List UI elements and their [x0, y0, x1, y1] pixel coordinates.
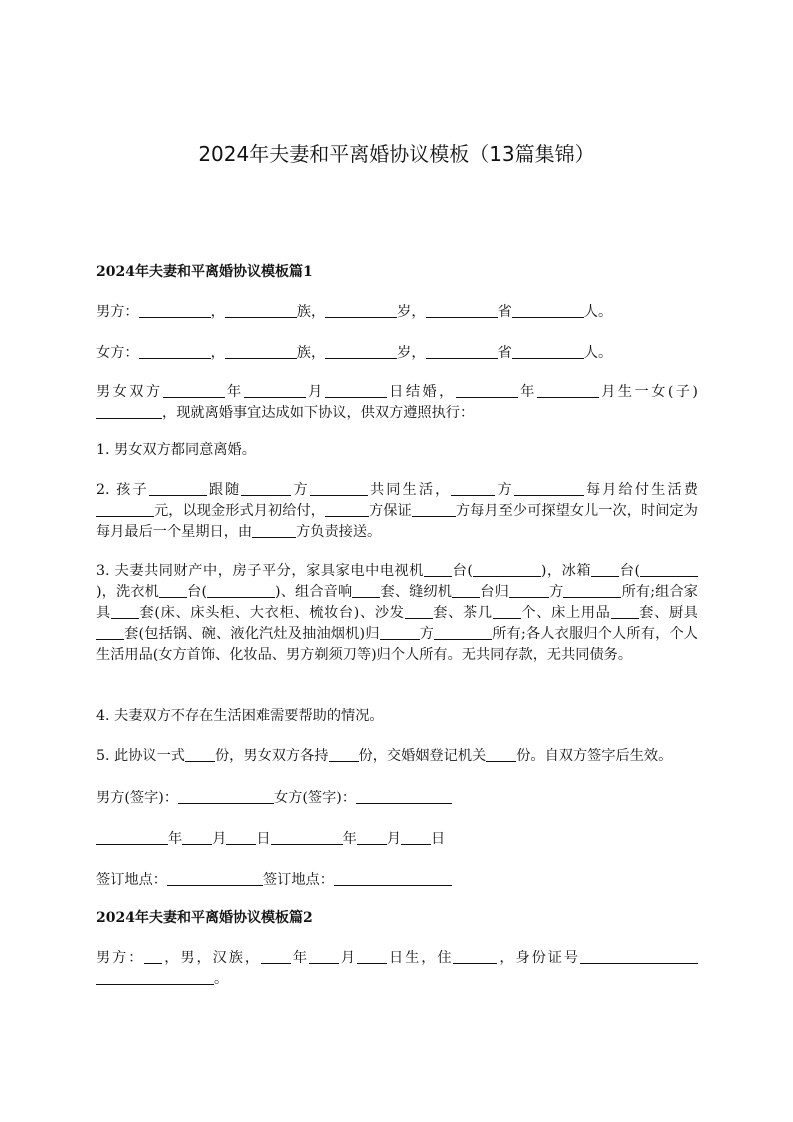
blank-field	[514, 480, 584, 496]
text: 人。	[583, 345, 613, 361]
clause-4: 4. 夫妻双方不存在生活困难需要帮助的情况。	[96, 708, 384, 724]
blank-field	[401, 829, 431, 845]
text: 方每月至少可探望女儿一次，时间定为每月最后一个星期日，由	[96, 503, 698, 540]
blank-field	[473, 561, 541, 577]
blank-field	[512, 302, 584, 318]
blank-field	[452, 582, 480, 598]
blank-field	[96, 829, 168, 845]
text: 方保证	[369, 503, 412, 519]
blank-field	[225, 302, 297, 318]
text: 年	[517, 384, 537, 400]
text: 台(	[619, 563, 640, 579]
blank-field	[486, 746, 516, 762]
blank-field	[537, 382, 599, 398]
text: 岁，	[397, 345, 426, 361]
blank-field	[325, 343, 397, 359]
text: )，洗衣机	[96, 584, 159, 600]
text: 男方：	[96, 304, 139, 320]
blank-field	[139, 302, 211, 318]
blank-field	[261, 948, 291, 964]
blank-field	[96, 403, 162, 419]
blank-field	[310, 480, 368, 496]
blank-field	[111, 603, 139, 619]
text: 日	[256, 831, 271, 847]
text: 男方(签字)：	[96, 790, 179, 806]
place-line	[96, 870, 698, 891]
text: 人。	[583, 304, 613, 320]
blank-field	[352, 582, 380, 598]
blank-field	[591, 561, 619, 577]
text: 年	[224, 384, 244, 400]
text: 月	[305, 384, 325, 400]
text: 套、缝纫机	[380, 584, 453, 600]
blank-field	[563, 582, 621, 598]
section2-husband-paragraph	[96, 948, 698, 990]
text: 男方：	[96, 950, 145, 966]
clause-5	[96, 746, 698, 767]
blank-field	[640, 561, 698, 577]
text: 男女双方	[96, 384, 163, 400]
blank-field	[185, 746, 215, 762]
blank-field	[167, 870, 263, 886]
text: 族，	[296, 345, 326, 361]
text: 方	[548, 584, 564, 600]
text: 套(床、床头柜、大衣柜、梳妆台)、沙发	[138, 605, 405, 621]
text: 台(	[452, 563, 473, 579]
blank-field	[96, 624, 124, 640]
blank-field	[325, 382, 387, 398]
blank-field	[309, 948, 339, 964]
wife-info-line	[96, 343, 698, 364]
blank-field	[96, 501, 154, 517]
text: 签订地点：	[96, 872, 167, 888]
text: ，现就离婚事宜达成如下协议，供双方遵照执行：	[162, 405, 475, 421]
text: 省	[497, 304, 512, 320]
blank-field	[434, 624, 492, 640]
blank-field	[493, 603, 521, 619]
text: 女方：	[96, 345, 139, 361]
marriage-paragraph	[96, 382, 698, 424]
text: ，男，汉族，	[162, 950, 261, 966]
text: 日生，住	[387, 950, 454, 966]
blank-field	[357, 829, 387, 845]
blank-field	[357, 948, 387, 964]
blank-field	[424, 561, 452, 577]
text: 月	[386, 831, 402, 847]
blank-field	[244, 382, 306, 398]
blank-field	[159, 582, 187, 598]
blank-field	[405, 603, 433, 619]
text: 台(	[187, 584, 208, 600]
text: ，	[210, 304, 225, 320]
blank-field	[329, 746, 359, 762]
text: 所有;组合家具	[96, 584, 698, 621]
section-heading: 2024年夫妻和平离婚协议模板篇2	[96, 910, 313, 926]
text: )、组合音响	[275, 584, 353, 600]
text: 个、床上用品	[520, 605, 611, 621]
text: )，冰箱	[540, 563, 592, 579]
text: 套(包括锅、碗、液化汽灶及抽油烟机)归	[124, 626, 380, 642]
text: 月	[339, 950, 358, 966]
text: 女方(签字)：	[274, 790, 357, 806]
text: 族，	[296, 304, 326, 320]
text: 岁，	[397, 304, 426, 320]
text: 日结婚，	[386, 384, 456, 400]
clause-1: 1. 男女双方都同意离婚。	[96, 442, 256, 458]
blank-field	[144, 948, 162, 964]
text: 跟随	[206, 482, 242, 498]
text: 元，以现金形式月初给付，	[154, 503, 325, 519]
blank-field	[426, 343, 498, 359]
date-line	[96, 829, 698, 850]
blank-field	[241, 480, 291, 496]
blank-field	[252, 522, 296, 538]
text: 签订地点：	[262, 872, 334, 888]
blank-field	[207, 582, 275, 598]
text: 省	[497, 345, 512, 361]
blank-field	[225, 343, 297, 359]
blank-field	[325, 501, 369, 517]
blank-field	[163, 382, 225, 398]
blank-field	[512, 343, 584, 359]
text: 每月给付生活费	[583, 482, 698, 498]
blank-field	[325, 302, 397, 318]
blank-field	[580, 948, 698, 964]
text: 方	[291, 482, 310, 498]
text: 套、厨具	[638, 605, 698, 621]
text: 方	[419, 626, 435, 642]
blank-field	[271, 829, 343, 845]
text: 年	[342, 831, 357, 847]
blank-field	[334, 870, 452, 886]
clause-3	[96, 561, 698, 666]
text: 方	[495, 482, 514, 498]
blank-field	[426, 302, 498, 318]
section-heading: 2024年夫妻和平离婚协议模板篇1	[96, 264, 313, 280]
blank-field	[139, 343, 211, 359]
text: 。	[214, 971, 229, 987]
text: 3. 夫妻共同财产中，房子平分，家具家电中电视机	[96, 563, 425, 579]
husband-info-line	[96, 302, 698, 323]
blank-field	[149, 480, 207, 496]
blank-field	[380, 624, 420, 640]
signature-blank	[178, 788, 274, 804]
page-title: 2024年夫妻和平离婚协议模板（13篇集锦）	[198, 142, 595, 166]
text: 月生一女(子)	[598, 384, 698, 400]
text: 共同生活，	[367, 482, 452, 498]
signature-blank	[356, 788, 452, 804]
text: 5. 此协议一式	[96, 748, 185, 764]
text: 年	[290, 950, 309, 966]
blank-field	[96, 969, 214, 985]
clause-2	[96, 480, 698, 543]
text: 台归	[480, 584, 509, 600]
text: ，身份证号	[497, 950, 580, 966]
text: 份，交婚姻登记机关	[358, 748, 487, 764]
blank-field	[611, 603, 639, 619]
blank-field	[456, 382, 518, 398]
text: 份，男女双方各持	[214, 748, 329, 764]
blank-field	[182, 829, 212, 845]
text: 方负责接送。	[296, 524, 382, 540]
text: 所有;各人衣服归个人所有，个人生活用品(女方首饰、化妆品、男方剃须刀等)归个人所有。无共同存款，无共同债务。	[96, 626, 698, 663]
signature-line	[96, 788, 698, 809]
text: 2. 孩子	[96, 482, 149, 498]
text: 套、茶几	[432, 605, 493, 621]
blank-field	[451, 480, 495, 496]
text: 年	[168, 831, 183, 847]
text: ，	[210, 345, 225, 361]
text: 月	[212, 831, 227, 847]
text: 份。自双方签字后生效。	[516, 748, 673, 764]
blank-field	[412, 501, 456, 517]
blank-field	[453, 948, 497, 964]
blank-field	[226, 829, 256, 845]
text: 日	[431, 831, 446, 847]
blank-field	[509, 582, 549, 598]
